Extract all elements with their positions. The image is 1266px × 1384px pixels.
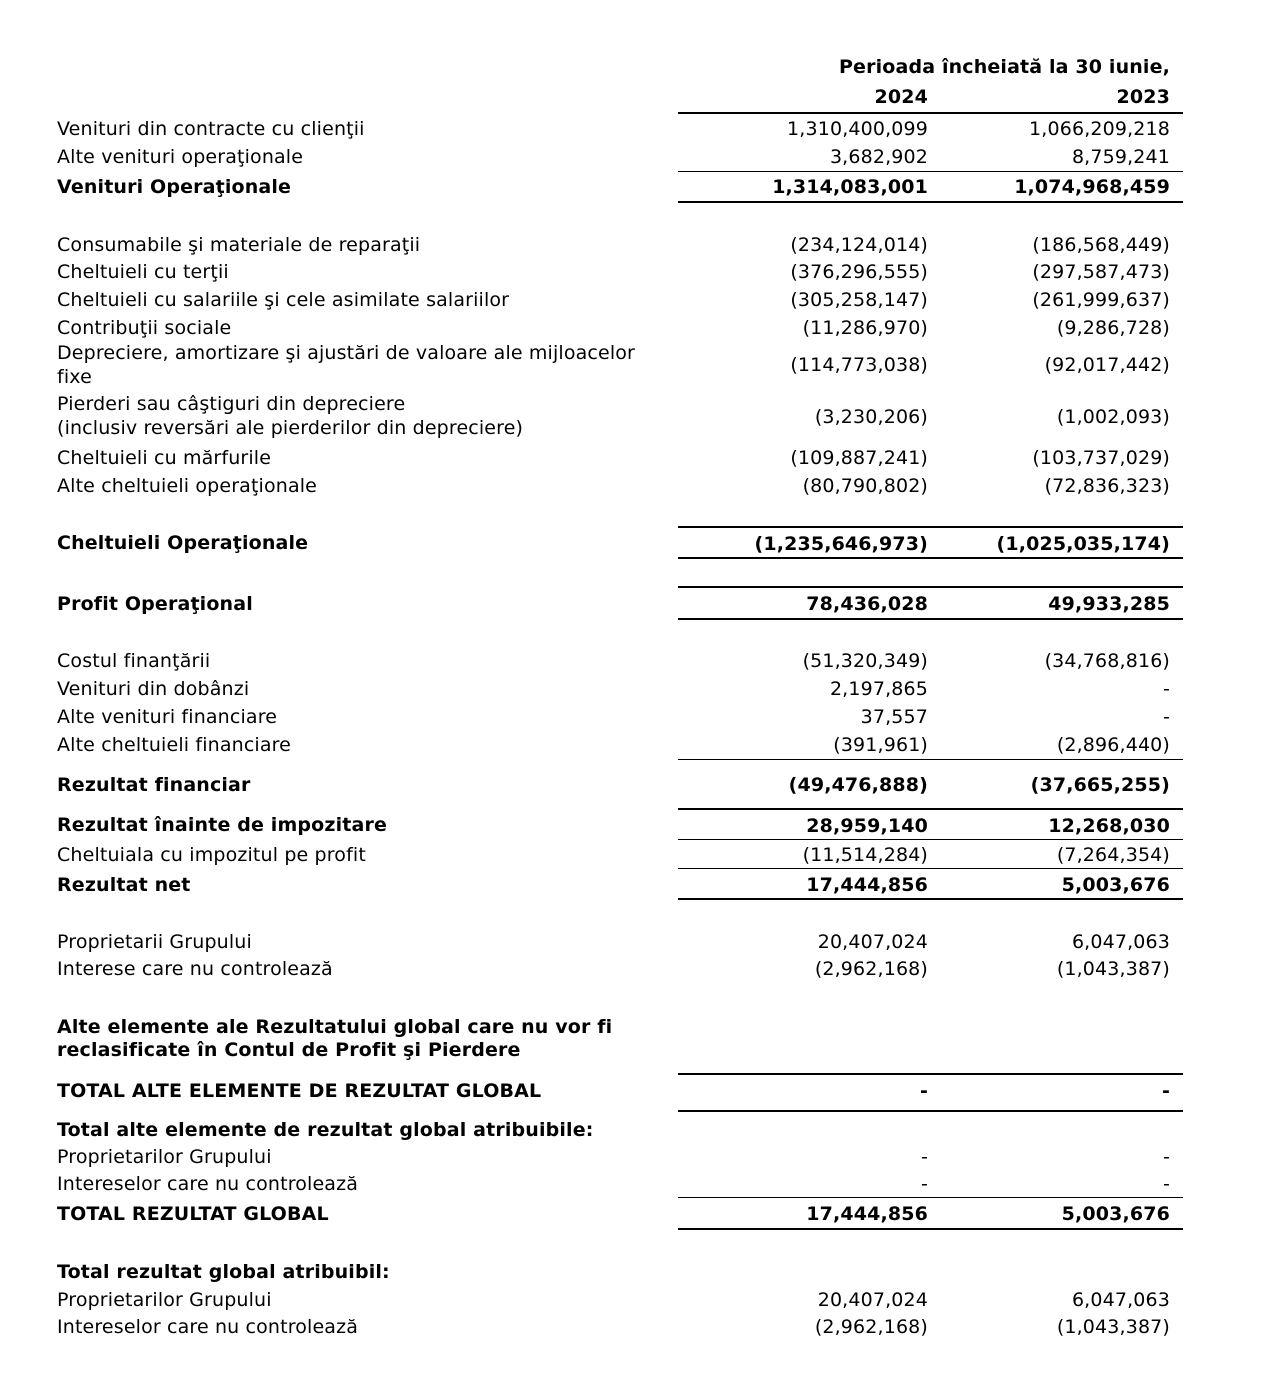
total-rule bbox=[678, 201, 1183, 203]
row-value-2024: 1,310,400,099 bbox=[787, 118, 928, 140]
total-rule bbox=[678, 618, 1183, 620]
row-value-2024: 37,557 bbox=[860, 706, 928, 728]
subtotal-rule bbox=[940, 839, 1183, 840]
row-label: Costul finanţării bbox=[57, 650, 211, 672]
subtotal-rule bbox=[940, 1197, 1183, 1198]
section-heading: Alte elemente ale Rezultatului global care nu vor fi bbox=[57, 1016, 613, 1038]
subtotal-rule bbox=[940, 868, 1183, 869]
section-heading: Total rezultat global atribuibil: bbox=[57, 1261, 390, 1283]
total-rule bbox=[678, 586, 1183, 588]
row-label-continued: (inclusiv reversări ale pierderilor din depreciere) bbox=[57, 417, 524, 439]
row-value-2023: 49,933,285 bbox=[1048, 593, 1170, 615]
year-2024-header: 2024 bbox=[874, 86, 928, 108]
row-value-2023: 1,066,209,218 bbox=[1029, 118, 1170, 140]
row-label: Cheltuieli cu mărfurile bbox=[57, 447, 272, 469]
subtotal-rule bbox=[940, 171, 1183, 172]
row-label: Profit Operaţional bbox=[57, 593, 253, 615]
section-heading-continued: reclasificate în Contul de Profit şi Pierdere bbox=[57, 1039, 521, 1061]
row-value-2023: - bbox=[1161, 1080, 1170, 1102]
row-value-2023: (72,836,323) bbox=[1044, 475, 1170, 497]
row-value-2024: (376,296,555) bbox=[790, 261, 928, 283]
row-label: Alte cheltuieli operaţionale bbox=[57, 475, 318, 497]
row-value-2023: (7,264,354) bbox=[1056, 844, 1170, 866]
row-value-2023: (92,017,442) bbox=[1044, 354, 1170, 376]
row-label: Rezultat net bbox=[57, 874, 191, 896]
row-value-2024: 17,444,856 bbox=[806, 874, 928, 896]
subtotal-rule bbox=[678, 759, 942, 760]
row-value-2024: 78,436,028 bbox=[806, 593, 928, 615]
row-value-2024: (305,258,147) bbox=[790, 289, 928, 311]
row-value-2024: (1,235,646,973) bbox=[754, 533, 928, 555]
row-value-2024: 3,682,902 bbox=[829, 146, 928, 168]
row-value-2024: 1,314,083,001 bbox=[772, 176, 928, 198]
row-label: Pierderi sau câştiguri din depreciere bbox=[57, 393, 406, 415]
subtotal-rule bbox=[678, 1197, 942, 1198]
subtotal-rule bbox=[678, 839, 942, 840]
row-label: Intereselor care nu controlează bbox=[57, 1173, 359, 1195]
row-value-2023: (1,002,093) bbox=[1056, 406, 1170, 428]
row-value-2023: 5,003,676 bbox=[1061, 1203, 1170, 1225]
row-label: Cheltuieli Operaţionale bbox=[57, 532, 309, 554]
row-value-2023: 1,074,968,459 bbox=[1014, 176, 1170, 198]
row-label: Consumabile şi materiale de reparaţii bbox=[57, 234, 421, 256]
row-value-2023: (9,286,728) bbox=[1056, 317, 1170, 339]
row-value-2023: 6,047,063 bbox=[1071, 1289, 1170, 1311]
row-label: Contribuţii sociale bbox=[57, 317, 232, 339]
row-value-2023: (2,896,440) bbox=[1056, 734, 1170, 756]
row-value-2024: (11,286,970) bbox=[802, 317, 928, 339]
row-value-2023: 8,759,241 bbox=[1071, 146, 1170, 168]
row-value-2023: (1,025,035,174) bbox=[996, 533, 1170, 555]
row-value-2024: (114,773,038) bbox=[790, 354, 928, 376]
row-label: Venituri din dobânzi bbox=[57, 678, 250, 700]
row-value-2023: (261,999,637) bbox=[1032, 289, 1170, 311]
row-label: Intereselor care nu controlează bbox=[57, 1316, 359, 1338]
row-label: Depreciere, amortizare şi ajustări de valoare ale mijloacelor bbox=[57, 342, 636, 364]
total-rule bbox=[678, 1073, 1183, 1075]
row-label: Interese care nu controlează bbox=[57, 958, 333, 980]
total-rule bbox=[678, 557, 1183, 559]
row-label-continued: fixe bbox=[57, 366, 92, 388]
row-value-2024: (109,887,241) bbox=[790, 447, 928, 469]
section-heading: Total alte elemente de rezultat global atribuibile: bbox=[57, 1119, 594, 1141]
row-value-2023: (34,768,816) bbox=[1044, 650, 1170, 672]
row-value-2024: (391,961) bbox=[833, 734, 928, 756]
row-label: Rezultat financiar bbox=[57, 774, 251, 796]
row-value-2023: 6,047,063 bbox=[1071, 931, 1170, 953]
row-value-2024: 17,444,856 bbox=[806, 1203, 928, 1225]
row-value-2023: 12,268,030 bbox=[1048, 815, 1170, 837]
row-value-2024: (2,962,168) bbox=[814, 1316, 928, 1338]
row-value-2024: (49,476,888) bbox=[788, 774, 928, 796]
row-label: Rezultat înainte de impozitare bbox=[57, 814, 387, 836]
total-rule bbox=[678, 898, 1183, 900]
row-value-2024: (80,790,802) bbox=[802, 475, 928, 497]
row-label: Venituri din contracte cu clienţii bbox=[57, 118, 365, 140]
row-label: Proprietarilor Grupului bbox=[57, 1146, 272, 1168]
row-value-2024: - bbox=[920, 1146, 928, 1168]
row-value-2023: (186,568,449) bbox=[1032, 234, 1170, 256]
total-rule bbox=[678, 808, 1183, 810]
row-value-2024: (3,230,206) bbox=[814, 406, 928, 428]
row-value-2024: - bbox=[920, 1173, 928, 1195]
year-2023-header: 2023 bbox=[1116, 86, 1170, 108]
header-rule bbox=[678, 112, 1183, 114]
row-value-2023: - bbox=[1162, 678, 1170, 700]
subtotal-rule bbox=[678, 171, 942, 172]
row-value-2023: (297,587,473) bbox=[1032, 261, 1170, 283]
row-label: Alte venituri financiare bbox=[57, 706, 278, 728]
row-label: Cheltuiala cu impozitul pe profit bbox=[57, 844, 366, 866]
row-label: Venituri Operaţionale bbox=[57, 176, 292, 198]
row-value-2024: 28,959,140 bbox=[806, 815, 928, 837]
row-value-2023: (1,043,387) bbox=[1056, 958, 1170, 980]
period-header: Perioada încheiată la 30 iunie, bbox=[838, 56, 1170, 78]
row-value-2024: (11,514,284) bbox=[802, 844, 928, 866]
row-value-2023: - bbox=[1162, 1146, 1170, 1168]
row-value-2023: (103,737,029) bbox=[1032, 447, 1170, 469]
row-value-2023: (37,665,255) bbox=[1030, 774, 1170, 796]
row-label: Proprietarilor Grupului bbox=[57, 1289, 272, 1311]
row-value-2023: (1,043,387) bbox=[1056, 1316, 1170, 1338]
row-value-2024: (2,962,168) bbox=[814, 958, 928, 980]
row-label: Alte cheltuieli financiare bbox=[57, 734, 292, 756]
row-value-2024: (51,320,349) bbox=[802, 650, 928, 672]
row-value-2023: 5,003,676 bbox=[1061, 874, 1170, 896]
row-label: Proprietarii Grupului bbox=[57, 931, 252, 953]
total-rule bbox=[678, 526, 1183, 528]
row-value-2024: (234,124,014) bbox=[790, 234, 928, 256]
row-label: Cheltuieli cu terţii bbox=[57, 261, 229, 283]
row-value-2023: - bbox=[1162, 1173, 1170, 1195]
row-value-2024: 20,407,024 bbox=[817, 1289, 928, 1311]
row-value-2023: - bbox=[1162, 706, 1170, 728]
row-value-2024: 2,197,865 bbox=[829, 678, 928, 700]
total-rule bbox=[678, 1110, 1183, 1112]
subtotal-rule bbox=[940, 759, 1183, 760]
row-label: TOTAL ALTE ELEMENTE DE REZULTAT GLOBAL bbox=[57, 1080, 542, 1102]
row-label: Cheltuieli cu salariile şi cele asimilate salariilor bbox=[57, 289, 510, 311]
row-label: Alte venituri operaţionale bbox=[57, 146, 304, 168]
total-rule bbox=[678, 1228, 1183, 1230]
row-value-2024: - bbox=[919, 1080, 928, 1102]
row-value-2024: 20,407,024 bbox=[817, 931, 928, 953]
row-label: TOTAL REZULTAT GLOBAL bbox=[57, 1203, 329, 1225]
subtotal-rule bbox=[678, 868, 942, 869]
